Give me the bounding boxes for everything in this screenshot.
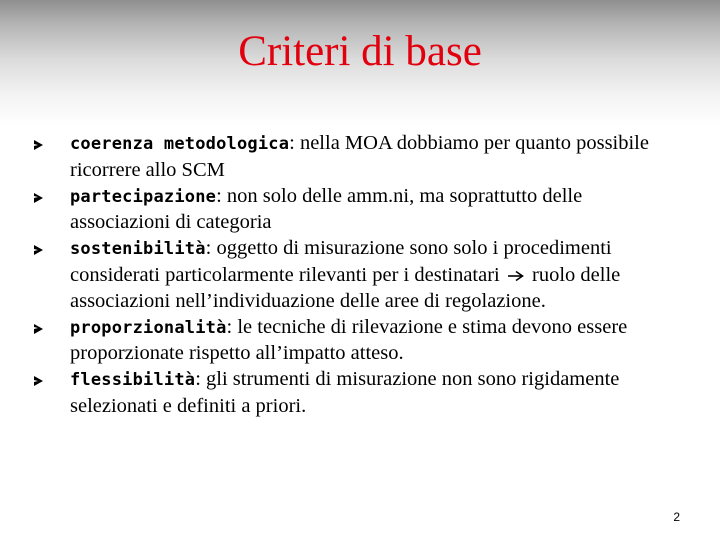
bullet-item-partecipazione (34, 184, 684, 237)
bullet-item-sostenibilita (34, 236, 684, 314)
bullet-item-flessibilita (34, 367, 684, 420)
arrowhead-bullet-icon (34, 245, 43, 255)
bullet-text: : non solo delle amm.ni, ma soprattutto delle associazioni di categoria (70, 184, 583, 234)
bullet-item-coerenza (34, 131, 684, 184)
bullet-text: : gli strumenti di misurazione non sono rigidamente selezionati e definiti a priori. (70, 368, 620, 417)
bullet-term: coerenza metodologica (70, 134, 290, 154)
slide-title: Criteri di base (238, 28, 482, 75)
arrowhead-bullet-icon (34, 193, 43, 203)
bullet-term: proporzionalità (70, 317, 227, 338)
bullet-term: flessibilità (70, 370, 196, 391)
bullet-term: sostenibilità (70, 239, 206, 260)
bullet-text-after-arrow: ruolo delle associazioni nell’individuazione delle aree di regolazione. (70, 263, 621, 312)
arrowhead-bullet-icon (34, 376, 43, 386)
bullet-list (34, 131, 684, 420)
bullet-text: : le tecniche di rilevazione e stima devono essere proporzionate rispetto all’impatto atteso. (70, 315, 628, 365)
bullet-text: : nella MOA dobbiamo per quanto possibile ricorrere allo SCM (70, 132, 649, 181)
bullet-item-proporzionalita (34, 315, 684, 368)
page-number: 2 (673, 510, 680, 524)
arrowhead-bullet-icon (34, 324, 43, 334)
bullet-text: : oggetto di misurazione sono solo i procedimenti considerati particolarmente rilevanti per i destinatari (70, 237, 612, 286)
right-arrow-icon (507, 270, 525, 282)
arrowhead-bullet-icon (34, 140, 43, 150)
bullet-term: partecipazione (70, 186, 217, 207)
